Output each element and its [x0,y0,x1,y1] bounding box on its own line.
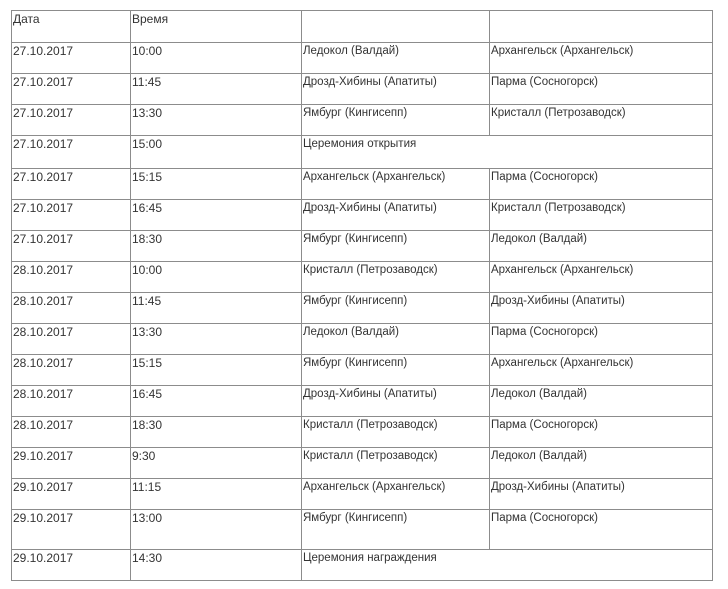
header-team2 [490,11,713,43]
team2-cell [490,105,713,136]
team1-cell [302,74,490,105]
schedule-row [12,510,713,550]
schedule-row [12,550,713,581]
date-cell [12,417,131,448]
date-cell [12,510,131,550]
team2-cell-text: Архангельск (Архангельск) [491,45,634,57]
time-cell [131,136,302,169]
schedule-row [12,479,713,510]
schedule-row [12,386,713,417]
time-cell-text: 13:30 [132,325,163,339]
time-cell [131,510,302,550]
team2-cell [490,479,713,510]
date-cell [12,386,131,417]
date-cell [12,200,131,231]
time-cell [131,293,302,324]
date-cell [12,293,131,324]
time-cell [131,105,302,136]
team2-cell-text: Кристалл (Петрозаводск) [491,202,626,214]
time-cell [131,479,302,510]
team1-cell-text: Кристалл (Петрозаводск) [303,450,438,462]
team2-cell [490,510,713,550]
date-cell-text: 28.10.2017 [13,418,74,432]
date-cell [12,262,131,293]
time-cell-text: 10:00 [132,44,163,58]
team1-cell [302,200,490,231]
date-cell-text: 29.10.2017 [13,480,74,494]
time-cell [131,200,302,231]
team2-cell-text: Архангельск (Архангельск) [491,264,634,276]
date-cell [12,105,131,136]
date-cell [12,231,131,262]
time-cell-text: 15:00 [132,137,163,151]
date-cell [12,479,131,510]
team2-cell-text: Дрозд-Хибины (Апатиты) [491,295,625,307]
team1-cell [302,417,490,448]
time-cell [131,43,302,74]
team2-cell-text: Парма (Сосногорск) [491,326,598,338]
team2-cell-text: Дрозд-Хибины (Апатиты) [491,481,625,493]
schedule-row [12,231,713,262]
team1-cell-text: Дрозд-Хибины (Апатиты) [303,76,437,88]
time-cell-text: 11:45 [132,294,162,308]
time-cell-text: 13:30 [132,106,163,120]
team2-cell [490,324,713,355]
time-cell [131,417,302,448]
header-row [12,11,713,43]
team2-cell [490,169,713,200]
schedule-row [12,200,713,231]
schedule-row [12,74,713,105]
team2-cell [490,293,713,324]
team1-cell [302,386,490,417]
team1-cell-text: Архангельск (Архангельск) [303,171,446,183]
date-cell-text: 27.10.2017 [13,44,74,58]
team1-cell-text: Кристалл (Петрозаводск) [303,419,438,431]
time-cell [131,355,302,386]
date-cell [12,550,131,581]
team1-cell [302,324,490,355]
team2-cell-text: Парма (Сосногорск) [491,419,598,431]
team2-cell [490,417,713,448]
time-cell [131,324,302,355]
schedule-row [12,448,713,479]
team2-cell [490,74,713,105]
event-cell-text: Церемония открытия [303,138,417,150]
team2-cell [490,231,713,262]
team1-cell-text: Архангельск (Архангельск) [303,481,446,493]
date-cell [12,324,131,355]
event-cell-text: Церемония награждения [303,552,437,564]
date-cell [12,448,131,479]
date-cell [12,136,131,169]
time-cell-text: 15:15 [132,356,163,370]
header-date: Дата [12,11,131,43]
schedule-row [12,169,713,200]
time-cell-text: 11:45 [132,75,162,89]
schedule-row [12,324,713,355]
team2-cell-text: Парма (Сосногорск) [491,76,598,88]
schedule-row [12,43,713,74]
schedule-table [11,10,713,581]
team1-cell [302,43,490,74]
time-cell-text: 16:45 [132,201,163,215]
time-cell [131,74,302,105]
date-cell-text: 28.10.2017 [13,325,74,339]
team1-cell [302,510,490,550]
team1-cell [302,355,490,386]
team2-cell-text: Ледокол (Валдай) [491,450,587,462]
date-cell-text: 27.10.2017 [13,75,74,89]
date-cell-text: 28.10.2017 [13,294,74,308]
time-cell [131,386,302,417]
time-cell-text: 14:30 [132,551,163,565]
date-cell-text: 28.10.2017 [13,356,74,370]
team2-cell-text: Парма (Сосногорск) [491,171,598,183]
date-cell-text: 28.10.2017 [13,387,74,401]
team2-cell-text: Кристалл (Петрозаводск) [491,107,626,119]
time-cell-text: 11:15 [132,480,162,494]
team1-cell-text: Ледокол (Валдай) [303,326,399,338]
date-cell [12,43,131,74]
schedule-row [12,105,713,136]
team1-cell [302,448,490,479]
team2-cell [490,262,713,293]
time-cell-text: 18:30 [132,232,163,246]
team1-cell-text: Ямбург (Кингисепп) [303,107,408,119]
schedule-row [12,355,713,386]
time-cell-text: 13:00 [132,511,163,525]
schedule-row [12,136,713,169]
team2-cell-text: Архангельск (Архангельск) [491,357,634,369]
team1-cell [302,262,490,293]
team1-cell-text: Кристалл (Петрозаводск) [303,264,438,276]
team2-cell [490,355,713,386]
team2-cell-text: Ледокол (Валдай) [491,388,587,400]
date-cell-text: 27.10.2017 [13,106,74,120]
time-cell-text: 10:00 [132,263,163,277]
date-cell-text: 27.10.2017 [13,137,74,151]
date-cell-text: 29.10.2017 [13,449,74,463]
team1-cell [302,479,490,510]
date-cell-text: 27.10.2017 [13,201,74,215]
schedule-body [12,11,713,581]
time-cell [131,231,302,262]
date-cell-text: 27.10.2017 [13,232,74,246]
time-cell-text: 9:30 [132,449,156,463]
time-cell [131,262,302,293]
team1-cell-text: Ямбург (Кингисепп) [303,357,408,369]
team1-cell [302,231,490,262]
date-cell-text: 29.10.2017 [13,551,74,565]
team2-cell [490,448,713,479]
team1-cell-text: Ямбург (Кингисепп) [303,295,408,307]
event-cell [302,550,713,581]
team1-cell-text: Ямбург (Кингисепп) [303,233,408,245]
date-cell [12,169,131,200]
event-cell [302,136,713,169]
date-cell-text: 27.10.2017 [13,170,74,184]
team1-cell [302,293,490,324]
schedule-row [12,262,713,293]
team2-cell [490,43,713,74]
team2-cell [490,200,713,231]
date-cell-text: 29.10.2017 [13,511,74,525]
team1-cell-text: Дрозд-Хибины (Апатиты) [303,202,437,214]
time-cell-text: 16:45 [132,387,163,401]
team1-cell-text: Дрозд-Хибины (Апатиты) [303,388,437,400]
date-cell-text: 28.10.2017 [13,263,74,277]
date-cell [12,355,131,386]
time-cell [131,448,302,479]
team2-cell-text: Ледокол (Валдай) [491,233,587,245]
schedule-row [12,417,713,448]
time-cell-text: 15:15 [132,170,163,184]
team2-cell-text: Парма (Сосногорск) [491,512,598,524]
date-cell [12,74,131,105]
team1-cell-text: Ледокол (Валдай) [303,45,399,57]
time-cell [131,550,302,581]
time-cell-text: 18:30 [132,418,163,432]
team1-cell-text: Ямбург (Кингисепп) [303,512,408,524]
header-team1 [302,11,490,43]
schedule-row [12,293,713,324]
time-cell [131,169,302,200]
header-time: Время [131,11,302,43]
team1-cell [302,169,490,200]
team1-cell [302,105,490,136]
team2-cell [490,386,713,417]
